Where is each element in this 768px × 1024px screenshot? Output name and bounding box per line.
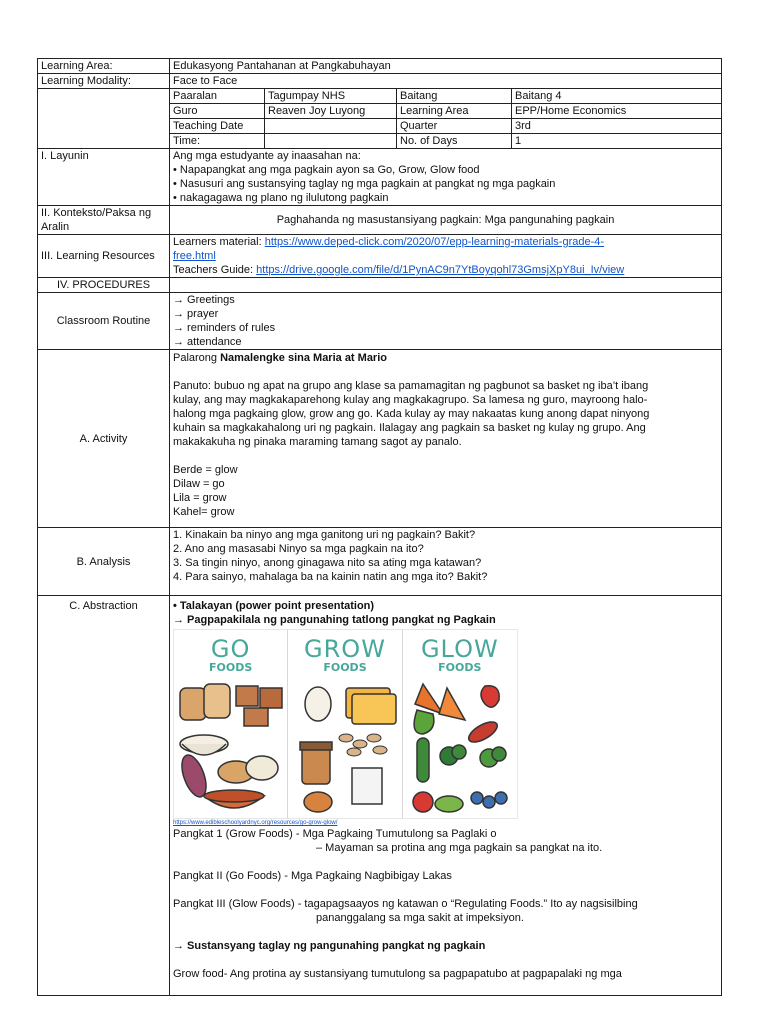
routine-item: → attendance [173, 336, 242, 348]
resources-content [170, 235, 722, 278]
guro-value: Reaven Joy Luyong [265, 104, 397, 119]
go-grow-glow-image [173, 629, 518, 819]
activity-title-prefix: Palarong [173, 352, 221, 364]
pangkat2-line: Pangkat II (Go Foods) - Mga Pagkaing Nagbibigay Lakas [173, 870, 452, 882]
glow-foods-column [403, 630, 517, 818]
go-foods-column [174, 630, 288, 818]
grow-foods-title: GROW [304, 635, 386, 663]
analysis-label: B. Analysis [38, 528, 170, 596]
activity-title: Namalengke sina Maria at Mario [220, 352, 387, 364]
learning-area-label: Learning Area: [38, 59, 170, 74]
learning-area2-label: Learning Area [397, 104, 512, 119]
time-label: Time: [170, 134, 265, 149]
layunin-intro: Ang mga estudyante ay inaasahan na: [173, 150, 361, 162]
glow-foods-title: GLOW [420, 635, 499, 663]
time-value [265, 134, 397, 149]
routine-label: Classroom Routine [38, 293, 170, 350]
color-item: Kahel= grow [173, 506, 235, 518]
panuto-line: halong mga pagkaing glow, grow ang go. Kada kulay ay may nakaatas kung anong dapat ninyong [173, 408, 650, 420]
analysis-item: 1. Kinakain ba ninyo ang mga ganitong uri ng pagkain? Bakit? [173, 529, 476, 541]
teaching-date-label: Teaching Date [170, 119, 265, 134]
panuto-line: Panuto: bubuo ng apat na grupo ang klase sa pamamagitan ng pagbunot sa basket ng iba’t ibang [173, 380, 649, 392]
pangkat1-line: Pangkat 1 (Grow Foods) - Mga Pagkaing Tumutulong sa Paglaki o [173, 828, 497, 840]
analysis-item: 3. Sa tingin ninyo, anong ginagawa nito sa ating mga katawan? [173, 557, 482, 569]
activity-label: A. Activity [38, 350, 170, 528]
sustansya-heading: → Sustansyang taglay ng pangunahing pangkat ng pagkain [173, 940, 486, 952]
talakayan-heading: • Talakayan (power point presentation) [173, 600, 375, 612]
days-label: No. of Days [397, 134, 512, 149]
lesson-plan-table [37, 58, 722, 996]
baitang-value: Baitang 4 [512, 89, 722, 104]
pangkat1-line2: – Mayaman sa protina ang mga pagkain sa pangkat na ito. [316, 842, 603, 854]
pagpapakilala-heading: → Pagpapakilala ng pangunahing tatlong pangkat ng Pagkain [173, 614, 496, 626]
color-item: Berde = glow [173, 464, 238, 476]
go-foods-subtitle: FOODS [209, 661, 253, 674]
abstraction-content [170, 596, 722, 996]
glow-foods-subtitle: FOODS [438, 661, 482, 674]
learners-material-link[interactable]: https://www.deped-click.com/2020/07/epp-learning-materials-grade-4- [264, 236, 605, 248]
activity-content [170, 350, 722, 528]
pangkat3-line2: pananggalang sa mga sakit at impeksiyon. [316, 912, 524, 924]
resources-label: III. Learning Resources [38, 235, 170, 278]
layunin-item: • Napapangkat ang mga pagkain ayon sa Go, Grow, Glow food [173, 164, 480, 176]
paaralan-value: Tagumpay NHS [265, 89, 397, 104]
glow-foods-illustration [403, 674, 517, 818]
routine-item: → prayer [173, 308, 219, 320]
pangkat3-line: Pangkat III (Glow Foods) - tagapagsaayos ng katawan o “Regulating Foods.” Ito ay nagsisilbing [173, 898, 638, 910]
konteksto-label: II. Konteksto/Paksa ng Aralin [38, 206, 170, 235]
image-credit-link[interactable]: https://www.edibleschoolyardnyc.org/resources/go-grow-glow/ [173, 820, 338, 826]
layunin-item: • nakagagawa ng plano ng ilulutong pagkain [173, 192, 389, 204]
grow-foods-illustration [288, 674, 402, 818]
learning-area2-value: EPP/Home Economics [512, 104, 722, 119]
learners-material-label: Learners material: [173, 236, 265, 248]
go-foods-illustration [174, 674, 288, 818]
routine-item: → Greetings [173, 294, 235, 306]
grow-food-text: Grow food- Ang protina ay sustansiyang tumutulong sa pagpapatubo at pagpapalaki ng mga [173, 968, 622, 980]
layunin-label: I. Layunin [38, 149, 170, 206]
learning-modality-label: Learning Modality: [38, 74, 170, 89]
analysis-item: 4. Para sainyo, mahalaga ba na kainin natin ang mga ito? Bakit? [173, 571, 488, 583]
go-foods-title: GO [210, 635, 251, 663]
panuto-line: makakakuha ng pinaka maraming tamang sagot ay panalo. [173, 436, 462, 448]
quarter-label: Quarter [397, 119, 512, 134]
analysis-item: 2. Ano ang masasabi Ninyo sa mga pagkain na ito? [173, 543, 424, 555]
teaching-date-value [265, 119, 397, 134]
layunin-item: • Nasusuri ang sustansying taglay ng mga pagkain at pangkat ng mga pagkain [173, 178, 556, 190]
procedures-label: IV. PROCEDURES [38, 278, 170, 293]
color-item: Dilaw = go [173, 478, 225, 490]
learning-area-value: Edukasyong Pantahanan at Pangkabuhayan [170, 59, 722, 74]
lesson-plan-page [37, 58, 721, 996]
konteksto-value: Paghahanda ng masustansiyang pagkain: Mga pangunahing pagkain [170, 206, 722, 235]
teachers-guide-label: Teachers Guide: [173, 264, 257, 276]
analysis-content [170, 528, 722, 596]
routine-content [170, 293, 722, 350]
layunin-content [170, 149, 722, 206]
guro-label: Guro [170, 104, 265, 119]
days-value: 1 [512, 134, 722, 149]
grow-foods-subtitle: FOODS [323, 661, 367, 674]
paaralan-label: Paaralan [170, 89, 265, 104]
panuto-line: kuhain sa magkakahalong uri ng pagkain. Ilalagay ang pagkain sa basket ng kulay ng grupo. Ang [173, 422, 646, 434]
color-item: Lila = grow [173, 492, 227, 504]
learning-modality-value: Face to Face [170, 74, 722, 89]
panuto-line: kulay, ang may magkakaparehong kulay ang magkakagrupo. Sa lamesa ng guro, mayroong halo- [173, 394, 648, 406]
baitang-label: Baitang [397, 89, 512, 104]
teachers-guide-link[interactable]: https://drive.google.com/file/d/1PynAC9n7YtBoyqohl73GmsjXpY8ui_Iv/view [256, 264, 625, 276]
grow-foods-column [288, 630, 402, 818]
abstraction-label: C. Abstraction [38, 596, 170, 996]
routine-item: → reminders of rules [173, 322, 276, 334]
quarter-value: 3rd [512, 119, 722, 134]
learners-material-link-cont[interactable]: free.html [173, 250, 216, 262]
